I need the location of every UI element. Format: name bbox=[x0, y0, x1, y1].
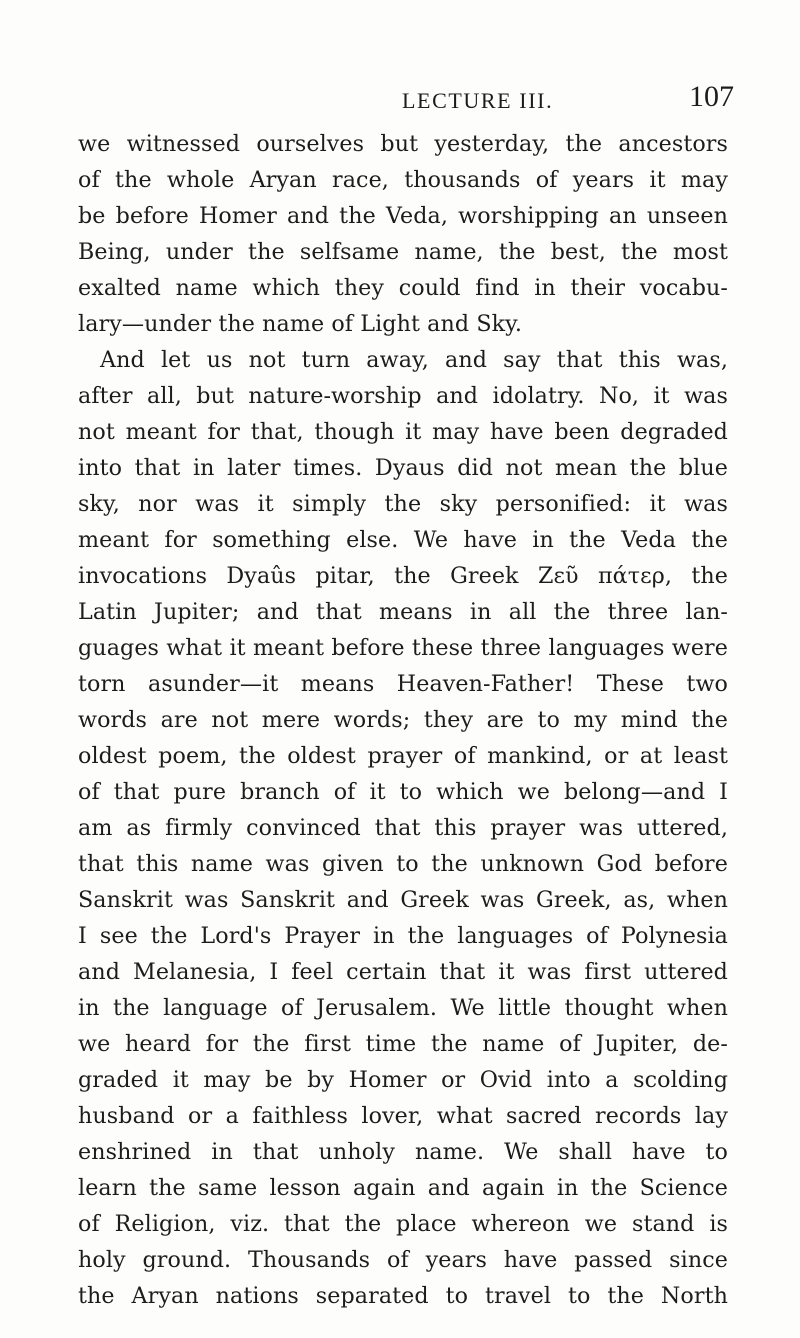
body-text bbox=[78, 126, 728, 1314]
text-line: we witnessed ourselves but yesterday, the ancestors bbox=[78, 131, 728, 157]
text-line: learn the same lesson again and again in the Science bbox=[78, 1175, 728, 1201]
text-line: meant for something else. We have in the Veda the bbox=[78, 527, 728, 553]
text-line: into that in later times. Dyaus did not mean the blue bbox=[78, 455, 728, 481]
text-line: graded it may be by Homer or Ovid into a scolding bbox=[78, 1067, 728, 1093]
text-line: lary—under the name of Light and Sky. bbox=[78, 311, 523, 337]
text-line: we heard for the first time the name of Jupiter, de- bbox=[78, 1031, 728, 1057]
text-line: the Aryan nations separated to travel to the North bbox=[78, 1283, 728, 1309]
text-line: Sanskrit was Sanskrit and Greek was Greek, as, when bbox=[78, 887, 728, 913]
text-line: oldest poem, the oldest prayer of mankind, or at least bbox=[78, 743, 728, 769]
text-line: that this name was given to the unknown God before bbox=[78, 851, 728, 877]
text-line: be before Homer and the Veda, worshipping an unseen bbox=[78, 203, 728, 229]
text-line: invocations Dyaûs pitar, the Greek Ζεῦ πάτερ, the bbox=[78, 563, 728, 589]
text-line: exalted name which they could find in their vocabu- bbox=[78, 275, 728, 301]
text-line: sky, nor was it simply the sky personified: it was bbox=[78, 491, 728, 517]
text-line: and Melanesia, I feel certain that it was first uttered bbox=[78, 959, 728, 985]
text-line: words are not mere words; they are to my mind the bbox=[78, 707, 728, 733]
text-line: Being, under the selfsame name, the best, the most bbox=[78, 239, 728, 265]
text-line: Latin Jupiter; and that means in all the three lan- bbox=[78, 599, 728, 625]
text-line: of the whole Aryan race, thousands of years it may bbox=[78, 167, 728, 193]
running-title: LECTURE III. bbox=[402, 88, 554, 113]
text-line: after all, but nature-worship and idolatry. No, it was bbox=[78, 383, 728, 409]
text-line: I see the Lord's Prayer in the languages of Polynesia bbox=[78, 923, 728, 949]
text-line: am as firmly convinced that this prayer was uttered, bbox=[78, 815, 728, 841]
text-line: not meant for that, though it may have been degraded bbox=[78, 419, 728, 445]
text-line: husband or a faithless lover, what sacred records lay bbox=[78, 1103, 728, 1129]
text-line: of Religion, viz. that the place whereon we stand is bbox=[78, 1211, 728, 1237]
text-line: guages what it meant before these three languages were bbox=[78, 635, 728, 661]
page-number: 107 bbox=[689, 80, 734, 113]
text-line: holy ground. Thousands of years have passed since bbox=[78, 1247, 728, 1273]
text-line: in the language of Jerusalem. We little thought when bbox=[78, 995, 728, 1021]
text-line: And let us not turn away, and say that this was, bbox=[100, 347, 728, 373]
text-line: enshrined in that unholy name. We shall have to bbox=[78, 1139, 728, 1165]
text-line: torn asunder—it means Heaven-Father! These two bbox=[78, 671, 728, 697]
text-line: of that pure branch of it to which we belong—and I bbox=[78, 779, 728, 805]
